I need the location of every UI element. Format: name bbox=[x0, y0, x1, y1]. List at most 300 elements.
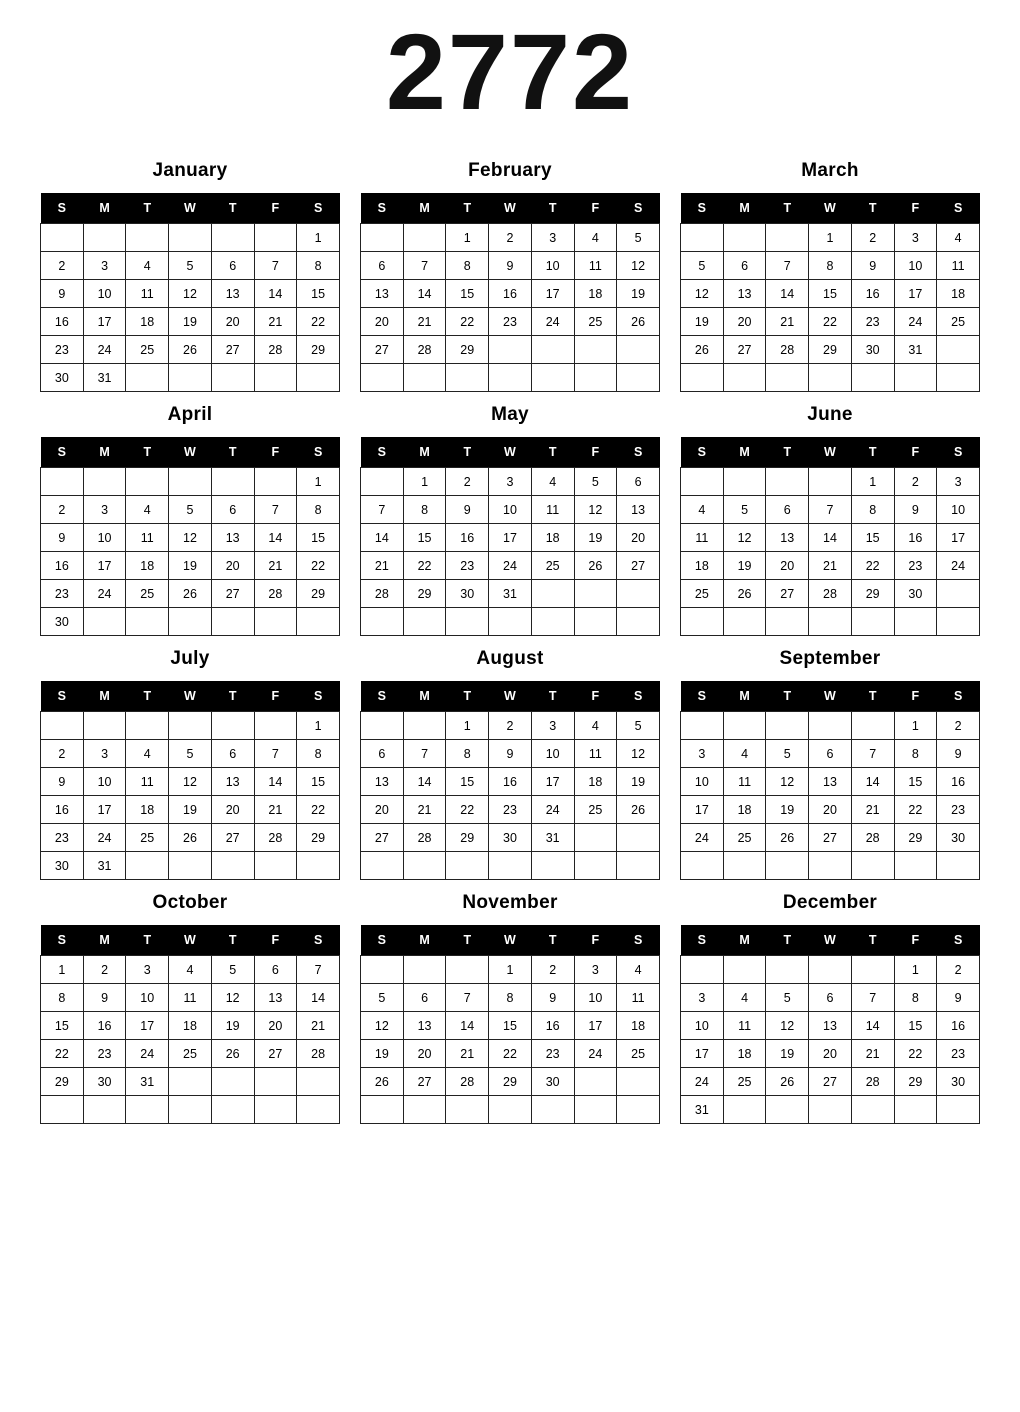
day-cell[interactable]: 7 bbox=[851, 984, 894, 1012]
day-cell[interactable]: 20 bbox=[361, 308, 404, 336]
day-cell[interactable]: 20 bbox=[809, 1040, 852, 1068]
day-cell[interactable]: 28 bbox=[766, 336, 809, 364]
day-cell[interactable]: 26 bbox=[766, 824, 809, 852]
day-cell[interactable]: 14 bbox=[851, 1012, 894, 1040]
day-cell[interactable]: 25 bbox=[617, 1040, 660, 1068]
day-cell[interactable]: 28 bbox=[254, 336, 297, 364]
day-cell[interactable]: 21 bbox=[254, 552, 297, 580]
day-cell[interactable]: 29 bbox=[894, 1068, 937, 1096]
day-cell[interactable]: 30 bbox=[446, 580, 489, 608]
day-cell[interactable]: 4 bbox=[126, 496, 169, 524]
day-cell[interactable]: 8 bbox=[403, 496, 446, 524]
day-cell[interactable]: 29 bbox=[489, 1068, 532, 1096]
day-cell[interactable]: 13 bbox=[809, 768, 852, 796]
day-cell[interactable]: 11 bbox=[126, 768, 169, 796]
day-cell[interactable]: 2 bbox=[937, 956, 980, 984]
day-cell[interactable]: 20 bbox=[211, 308, 254, 336]
day-cell[interactable]: 13 bbox=[809, 1012, 852, 1040]
day-cell[interactable]: 16 bbox=[937, 1012, 980, 1040]
day-cell[interactable]: 12 bbox=[766, 768, 809, 796]
day-cell[interactable]: 27 bbox=[809, 1068, 852, 1096]
day-cell[interactable]: 4 bbox=[617, 956, 660, 984]
day-cell[interactable]: 28 bbox=[446, 1068, 489, 1096]
day-cell[interactable]: 5 bbox=[766, 740, 809, 768]
day-cell[interactable]: 26 bbox=[574, 552, 617, 580]
day-cell[interactable]: 24 bbox=[83, 336, 126, 364]
day-cell[interactable]: 4 bbox=[169, 956, 212, 984]
day-cell[interactable]: 28 bbox=[361, 580, 404, 608]
day-cell[interactable]: 18 bbox=[617, 1012, 660, 1040]
day-cell[interactable]: 11 bbox=[126, 524, 169, 552]
day-cell[interactable]: 3 bbox=[894, 224, 937, 252]
day-cell[interactable]: 26 bbox=[681, 336, 724, 364]
day-cell[interactable]: 22 bbox=[489, 1040, 532, 1068]
day-cell[interactable]: 12 bbox=[361, 1012, 404, 1040]
day-cell[interactable]: 19 bbox=[361, 1040, 404, 1068]
day-cell[interactable]: 25 bbox=[723, 1068, 766, 1096]
day-cell[interactable]: 29 bbox=[894, 824, 937, 852]
day-cell[interactable]: 15 bbox=[446, 280, 489, 308]
day-cell[interactable]: 1 bbox=[894, 712, 937, 740]
day-cell[interactable]: 24 bbox=[894, 308, 937, 336]
day-cell[interactable]: 22 bbox=[894, 796, 937, 824]
day-cell[interactable]: 25 bbox=[169, 1040, 212, 1068]
day-cell[interactable]: 16 bbox=[851, 280, 894, 308]
day-cell[interactable]: 1 bbox=[809, 224, 852, 252]
day-cell[interactable]: 5 bbox=[361, 984, 404, 1012]
day-cell[interactable]: 7 bbox=[851, 740, 894, 768]
day-cell[interactable]: 14 bbox=[361, 524, 404, 552]
day-cell[interactable]: 10 bbox=[83, 524, 126, 552]
day-cell[interactable]: 25 bbox=[126, 824, 169, 852]
day-cell[interactable]: 17 bbox=[83, 552, 126, 580]
day-cell[interactable]: 11 bbox=[169, 984, 212, 1012]
day-cell[interactable]: 2 bbox=[41, 496, 84, 524]
day-cell[interactable]: 14 bbox=[254, 280, 297, 308]
day-cell[interactable]: 30 bbox=[41, 852, 84, 880]
day-cell[interactable]: 10 bbox=[489, 496, 532, 524]
day-cell[interactable]: 18 bbox=[126, 552, 169, 580]
day-cell[interactable]: 23 bbox=[851, 308, 894, 336]
day-cell[interactable]: 27 bbox=[617, 552, 660, 580]
day-cell[interactable]: 30 bbox=[41, 364, 84, 392]
day-cell[interactable]: 29 bbox=[297, 824, 340, 852]
day-cell[interactable]: 29 bbox=[851, 580, 894, 608]
day-cell[interactable]: 12 bbox=[169, 768, 212, 796]
day-cell[interactable]: 31 bbox=[126, 1068, 169, 1096]
day-cell[interactable]: 14 bbox=[254, 524, 297, 552]
day-cell[interactable]: 22 bbox=[446, 308, 489, 336]
day-cell[interactable]: 9 bbox=[489, 740, 532, 768]
day-cell[interactable]: 4 bbox=[681, 496, 724, 524]
day-cell[interactable]: 22 bbox=[41, 1040, 84, 1068]
day-cell[interactable]: 10 bbox=[574, 984, 617, 1012]
day-cell[interactable]: 19 bbox=[169, 552, 212, 580]
day-cell[interactable]: 20 bbox=[254, 1012, 297, 1040]
day-cell[interactable]: 30 bbox=[83, 1068, 126, 1096]
day-cell[interactable]: 27 bbox=[809, 824, 852, 852]
day-cell[interactable]: 17 bbox=[531, 280, 574, 308]
day-cell[interactable]: 13 bbox=[617, 496, 660, 524]
day-cell[interactable]: 2 bbox=[41, 740, 84, 768]
day-cell[interactable]: 1 bbox=[446, 224, 489, 252]
day-cell[interactable]: 18 bbox=[169, 1012, 212, 1040]
day-cell[interactable]: 24 bbox=[681, 1068, 724, 1096]
day-cell[interactable]: 7 bbox=[403, 252, 446, 280]
day-cell[interactable]: 9 bbox=[41, 280, 84, 308]
day-cell[interactable]: 10 bbox=[531, 252, 574, 280]
day-cell[interactable]: 22 bbox=[403, 552, 446, 580]
day-cell[interactable]: 3 bbox=[83, 740, 126, 768]
day-cell[interactable]: 17 bbox=[531, 768, 574, 796]
day-cell[interactable]: 12 bbox=[723, 524, 766, 552]
day-cell[interactable]: 10 bbox=[681, 1012, 724, 1040]
day-cell[interactable]: 8 bbox=[297, 252, 340, 280]
day-cell[interactable]: 8 bbox=[446, 252, 489, 280]
day-cell[interactable]: 6 bbox=[809, 984, 852, 1012]
day-cell[interactable]: 14 bbox=[809, 524, 852, 552]
day-cell[interactable]: 11 bbox=[723, 1012, 766, 1040]
day-cell[interactable]: 9 bbox=[83, 984, 126, 1012]
day-cell[interactable]: 5 bbox=[617, 712, 660, 740]
day-cell[interactable]: 4 bbox=[126, 740, 169, 768]
day-cell[interactable]: 9 bbox=[489, 252, 532, 280]
day-cell[interactable]: 16 bbox=[41, 552, 84, 580]
day-cell[interactable]: 21 bbox=[766, 308, 809, 336]
day-cell[interactable]: 4 bbox=[574, 224, 617, 252]
day-cell[interactable]: 5 bbox=[617, 224, 660, 252]
day-cell[interactable]: 1 bbox=[41, 956, 84, 984]
day-cell[interactable]: 25 bbox=[574, 308, 617, 336]
day-cell[interactable]: 10 bbox=[531, 740, 574, 768]
day-cell[interactable]: 18 bbox=[723, 1040, 766, 1068]
day-cell[interactable]: 6 bbox=[211, 252, 254, 280]
day-cell[interactable]: 3 bbox=[531, 712, 574, 740]
day-cell[interactable]: 12 bbox=[681, 280, 724, 308]
day-cell[interactable]: 27 bbox=[723, 336, 766, 364]
day-cell[interactable]: 28 bbox=[297, 1040, 340, 1068]
day-cell[interactable]: 1 bbox=[446, 712, 489, 740]
day-cell[interactable]: 19 bbox=[617, 280, 660, 308]
day-cell[interactable]: 1 bbox=[851, 468, 894, 496]
day-cell[interactable]: 26 bbox=[766, 1068, 809, 1096]
day-cell[interactable]: 27 bbox=[211, 580, 254, 608]
day-cell[interactable]: 12 bbox=[169, 280, 212, 308]
day-cell[interactable]: 5 bbox=[681, 252, 724, 280]
day-cell[interactable]: 15 bbox=[41, 1012, 84, 1040]
day-cell[interactable]: 25 bbox=[126, 336, 169, 364]
day-cell[interactable]: 26 bbox=[169, 824, 212, 852]
day-cell[interactable]: 10 bbox=[937, 496, 980, 524]
day-cell[interactable]: 19 bbox=[766, 796, 809, 824]
day-cell[interactable]: 5 bbox=[766, 984, 809, 1012]
day-cell[interactable]: 12 bbox=[766, 1012, 809, 1040]
day-cell[interactable]: 15 bbox=[446, 768, 489, 796]
day-cell[interactable]: 21 bbox=[254, 796, 297, 824]
day-cell[interactable]: 29 bbox=[297, 580, 340, 608]
day-cell[interactable]: 11 bbox=[723, 768, 766, 796]
day-cell[interactable]: 9 bbox=[894, 496, 937, 524]
day-cell[interactable]: 9 bbox=[446, 496, 489, 524]
day-cell[interactable]: 3 bbox=[574, 956, 617, 984]
day-cell[interactable]: 4 bbox=[937, 224, 980, 252]
day-cell[interactable]: 15 bbox=[403, 524, 446, 552]
day-cell[interactable]: 19 bbox=[169, 308, 212, 336]
day-cell[interactable]: 10 bbox=[83, 768, 126, 796]
day-cell[interactable]: 16 bbox=[531, 1012, 574, 1040]
day-cell[interactable]: 30 bbox=[531, 1068, 574, 1096]
day-cell[interactable]: 25 bbox=[681, 580, 724, 608]
day-cell[interactable]: 8 bbox=[851, 496, 894, 524]
day-cell[interactable]: 19 bbox=[169, 796, 212, 824]
day-cell[interactable]: 3 bbox=[83, 252, 126, 280]
day-cell[interactable]: 2 bbox=[41, 252, 84, 280]
day-cell[interactable]: 17 bbox=[83, 796, 126, 824]
day-cell[interactable]: 6 bbox=[403, 984, 446, 1012]
day-cell[interactable]: 16 bbox=[83, 1012, 126, 1040]
day-cell[interactable]: 20 bbox=[723, 308, 766, 336]
day-cell[interactable]: 22 bbox=[894, 1040, 937, 1068]
day-cell[interactable]: 16 bbox=[41, 308, 84, 336]
day-cell[interactable]: 8 bbox=[297, 740, 340, 768]
day-cell[interactable]: 31 bbox=[83, 364, 126, 392]
day-cell[interactable]: 29 bbox=[403, 580, 446, 608]
day-cell[interactable]: 25 bbox=[574, 796, 617, 824]
day-cell[interactable]: 7 bbox=[254, 252, 297, 280]
day-cell[interactable]: 15 bbox=[297, 280, 340, 308]
day-cell[interactable]: 24 bbox=[681, 824, 724, 852]
day-cell[interactable]: 18 bbox=[723, 796, 766, 824]
day-cell[interactable]: 21 bbox=[254, 308, 297, 336]
day-cell[interactable]: 25 bbox=[937, 308, 980, 336]
day-cell[interactable]: 6 bbox=[211, 496, 254, 524]
day-cell[interactable]: 13 bbox=[766, 524, 809, 552]
day-cell[interactable]: 6 bbox=[361, 252, 404, 280]
day-cell[interactable]: 23 bbox=[531, 1040, 574, 1068]
day-cell[interactable]: 6 bbox=[361, 740, 404, 768]
day-cell[interactable]: 7 bbox=[446, 984, 489, 1012]
day-cell[interactable]: 2 bbox=[851, 224, 894, 252]
day-cell[interactable]: 24 bbox=[937, 552, 980, 580]
day-cell[interactable]: 15 bbox=[809, 280, 852, 308]
day-cell[interactable]: 27 bbox=[254, 1040, 297, 1068]
day-cell[interactable]: 21 bbox=[851, 1040, 894, 1068]
day-cell[interactable]: 15 bbox=[297, 768, 340, 796]
day-cell[interactable]: 26 bbox=[617, 308, 660, 336]
day-cell[interactable]: 20 bbox=[361, 796, 404, 824]
day-cell[interactable]: 2 bbox=[937, 712, 980, 740]
day-cell[interactable]: 16 bbox=[41, 796, 84, 824]
day-cell[interactable]: 17 bbox=[489, 524, 532, 552]
day-cell[interactable]: 20 bbox=[211, 552, 254, 580]
day-cell[interactable]: 17 bbox=[681, 1040, 724, 1068]
day-cell[interactable]: 20 bbox=[809, 796, 852, 824]
day-cell[interactable]: 4 bbox=[574, 712, 617, 740]
day-cell[interactable]: 13 bbox=[403, 1012, 446, 1040]
day-cell[interactable]: 7 bbox=[297, 956, 340, 984]
day-cell[interactable]: 18 bbox=[574, 768, 617, 796]
day-cell[interactable]: 13 bbox=[211, 768, 254, 796]
day-cell[interactable]: 2 bbox=[489, 712, 532, 740]
day-cell[interactable]: 28 bbox=[851, 824, 894, 852]
day-cell[interactable]: 14 bbox=[446, 1012, 489, 1040]
day-cell[interactable]: 31 bbox=[489, 580, 532, 608]
day-cell[interactable]: 2 bbox=[446, 468, 489, 496]
day-cell[interactable]: 21 bbox=[851, 796, 894, 824]
day-cell[interactable]: 10 bbox=[126, 984, 169, 1012]
day-cell[interactable]: 18 bbox=[126, 796, 169, 824]
day-cell[interactable]: 19 bbox=[766, 1040, 809, 1068]
day-cell[interactable]: 22 bbox=[851, 552, 894, 580]
day-cell[interactable]: 30 bbox=[894, 580, 937, 608]
day-cell[interactable]: 23 bbox=[41, 336, 84, 364]
day-cell[interactable]: 10 bbox=[83, 280, 126, 308]
day-cell[interactable]: 25 bbox=[531, 552, 574, 580]
day-cell[interactable]: 12 bbox=[169, 524, 212, 552]
day-cell[interactable]: 11 bbox=[617, 984, 660, 1012]
day-cell[interactable]: 14 bbox=[254, 768, 297, 796]
day-cell[interactable]: 29 bbox=[809, 336, 852, 364]
day-cell[interactable]: 5 bbox=[169, 740, 212, 768]
day-cell[interactable]: 11 bbox=[126, 280, 169, 308]
day-cell[interactable]: 23 bbox=[41, 824, 84, 852]
day-cell[interactable]: 27 bbox=[361, 336, 404, 364]
day-cell[interactable]: 15 bbox=[489, 1012, 532, 1040]
day-cell[interactable]: 21 bbox=[809, 552, 852, 580]
day-cell[interactable]: 9 bbox=[531, 984, 574, 1012]
day-cell[interactable]: 27 bbox=[361, 824, 404, 852]
day-cell[interactable]: 9 bbox=[937, 984, 980, 1012]
day-cell[interactable]: 29 bbox=[446, 336, 489, 364]
day-cell[interactable]: 9 bbox=[851, 252, 894, 280]
day-cell[interactable]: 31 bbox=[894, 336, 937, 364]
day-cell[interactable]: 12 bbox=[211, 984, 254, 1012]
day-cell[interactable]: 2 bbox=[83, 956, 126, 984]
day-cell[interactable]: 5 bbox=[169, 496, 212, 524]
day-cell[interactable]: 5 bbox=[574, 468, 617, 496]
day-cell[interactable]: 23 bbox=[489, 308, 532, 336]
day-cell[interactable]: 20 bbox=[766, 552, 809, 580]
day-cell[interactable]: 13 bbox=[211, 524, 254, 552]
day-cell[interactable]: 16 bbox=[489, 280, 532, 308]
day-cell[interactable]: 1 bbox=[297, 468, 340, 496]
day-cell[interactable]: 4 bbox=[723, 740, 766, 768]
day-cell[interactable]: 10 bbox=[681, 768, 724, 796]
day-cell[interactable]: 24 bbox=[531, 308, 574, 336]
day-cell[interactable]: 6 bbox=[617, 468, 660, 496]
day-cell[interactable]: 21 bbox=[361, 552, 404, 580]
day-cell[interactable]: 22 bbox=[446, 796, 489, 824]
day-cell[interactable]: 2 bbox=[531, 956, 574, 984]
day-cell[interactable]: 15 bbox=[894, 1012, 937, 1040]
day-cell[interactable]: 23 bbox=[83, 1040, 126, 1068]
day-cell[interactable]: 14 bbox=[403, 768, 446, 796]
day-cell[interactable]: 16 bbox=[937, 768, 980, 796]
day-cell[interactable]: 11 bbox=[574, 740, 617, 768]
day-cell[interactable]: 17 bbox=[894, 280, 937, 308]
day-cell[interactable]: 8 bbox=[809, 252, 852, 280]
day-cell[interactable]: 8 bbox=[41, 984, 84, 1012]
day-cell[interactable]: 3 bbox=[83, 496, 126, 524]
day-cell[interactable]: 23 bbox=[894, 552, 937, 580]
day-cell[interactable]: 20 bbox=[403, 1040, 446, 1068]
day-cell[interactable]: 2 bbox=[489, 224, 532, 252]
day-cell[interactable]: 2 bbox=[894, 468, 937, 496]
day-cell[interactable]: 29 bbox=[446, 824, 489, 852]
day-cell[interactable]: 1 bbox=[297, 224, 340, 252]
day-cell[interactable]: 23 bbox=[937, 1040, 980, 1068]
day-cell[interactable]: 30 bbox=[851, 336, 894, 364]
day-cell[interactable]: 3 bbox=[126, 956, 169, 984]
day-cell[interactable]: 24 bbox=[489, 552, 532, 580]
day-cell[interactable]: 7 bbox=[254, 740, 297, 768]
day-cell[interactable]: 10 bbox=[894, 252, 937, 280]
day-cell[interactable]: 25 bbox=[126, 580, 169, 608]
day-cell[interactable]: 15 bbox=[297, 524, 340, 552]
day-cell[interactable]: 5 bbox=[211, 956, 254, 984]
day-cell[interactable]: 16 bbox=[446, 524, 489, 552]
day-cell[interactable]: 29 bbox=[41, 1068, 84, 1096]
day-cell[interactable]: 23 bbox=[937, 796, 980, 824]
day-cell[interactable]: 11 bbox=[531, 496, 574, 524]
day-cell[interactable]: 3 bbox=[489, 468, 532, 496]
day-cell[interactable]: 1 bbox=[489, 956, 532, 984]
day-cell[interactable]: 18 bbox=[574, 280, 617, 308]
day-cell[interactable]: 27 bbox=[211, 336, 254, 364]
day-cell[interactable]: 20 bbox=[211, 796, 254, 824]
day-cell[interactable]: 31 bbox=[83, 852, 126, 880]
day-cell[interactable]: 28 bbox=[403, 336, 446, 364]
day-cell[interactable]: 13 bbox=[211, 280, 254, 308]
day-cell[interactable]: 22 bbox=[297, 796, 340, 824]
day-cell[interactable]: 6 bbox=[254, 956, 297, 984]
day-cell[interactable]: 18 bbox=[531, 524, 574, 552]
day-cell[interactable]: 16 bbox=[489, 768, 532, 796]
day-cell[interactable]: 14 bbox=[851, 768, 894, 796]
day-cell[interactable]: 13 bbox=[254, 984, 297, 1012]
day-cell[interactable]: 11 bbox=[574, 252, 617, 280]
day-cell[interactable]: 4 bbox=[723, 984, 766, 1012]
day-cell[interactable]: 14 bbox=[297, 984, 340, 1012]
day-cell[interactable]: 1 bbox=[894, 956, 937, 984]
day-cell[interactable]: 11 bbox=[681, 524, 724, 552]
day-cell[interactable]: 7 bbox=[361, 496, 404, 524]
day-cell[interactable]: 22 bbox=[809, 308, 852, 336]
day-cell[interactable]: 17 bbox=[937, 524, 980, 552]
day-cell[interactable]: 6 bbox=[723, 252, 766, 280]
day-cell[interactable]: 16 bbox=[894, 524, 937, 552]
day-cell[interactable]: 8 bbox=[894, 740, 937, 768]
day-cell[interactable]: 24 bbox=[574, 1040, 617, 1068]
day-cell[interactable]: 17 bbox=[681, 796, 724, 824]
day-cell[interactable]: 21 bbox=[403, 308, 446, 336]
day-cell[interactable]: 26 bbox=[361, 1068, 404, 1096]
day-cell[interactable]: 3 bbox=[681, 740, 724, 768]
day-cell[interactable]: 14 bbox=[403, 280, 446, 308]
day-cell[interactable]: 28 bbox=[851, 1068, 894, 1096]
day-cell[interactable]: 7 bbox=[766, 252, 809, 280]
day-cell[interactable]: 13 bbox=[723, 280, 766, 308]
day-cell[interactable]: 11 bbox=[937, 252, 980, 280]
day-cell[interactable]: 24 bbox=[531, 796, 574, 824]
day-cell[interactable]: 19 bbox=[211, 1012, 254, 1040]
day-cell[interactable]: 30 bbox=[937, 824, 980, 852]
day-cell[interactable]: 28 bbox=[254, 824, 297, 852]
day-cell[interactable]: 24 bbox=[83, 580, 126, 608]
day-cell[interactable]: 20 bbox=[617, 524, 660, 552]
day-cell[interactable]: 30 bbox=[41, 608, 84, 636]
day-cell[interactable]: 18 bbox=[937, 280, 980, 308]
